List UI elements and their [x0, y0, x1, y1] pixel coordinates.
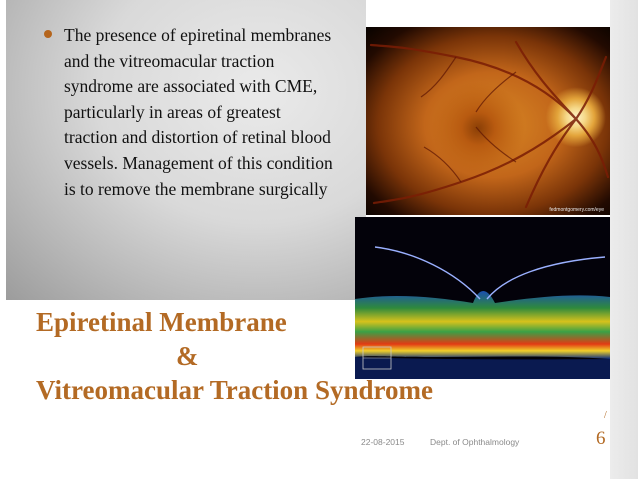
- fundus-photo: [366, 27, 610, 215]
- title-line-3: Vitreomacular Traction Syndrome: [36, 375, 433, 405]
- photo-credit: fedmontgomery.com/eye: [549, 207, 604, 213]
- title-line-1: Epiretinal Membrane: [36, 307, 287, 337]
- footer-date: 22-08-2015: [361, 437, 405, 447]
- bullet-icon: [44, 30, 52, 38]
- footer-department: Dept. of Ophthalmology: [430, 437, 520, 447]
- bullet-text: The presence of epiretinal membranes and the vitreomacular traction syndrome are associated with CME, particularly in areas of greatest traction and distortion of retinal blood vessels. Management of this condition is to remove the membrane surgically: [64, 25, 333, 199]
- title-ampersand: &: [176, 341, 199, 371]
- right-edge-strip: [610, 0, 638, 479]
- slide-title: [36, 305, 506, 407]
- page-number: 6: [596, 428, 606, 449]
- retinal-vessels-graphic: [366, 27, 610, 215]
- corner-tick: /: [604, 410, 607, 421]
